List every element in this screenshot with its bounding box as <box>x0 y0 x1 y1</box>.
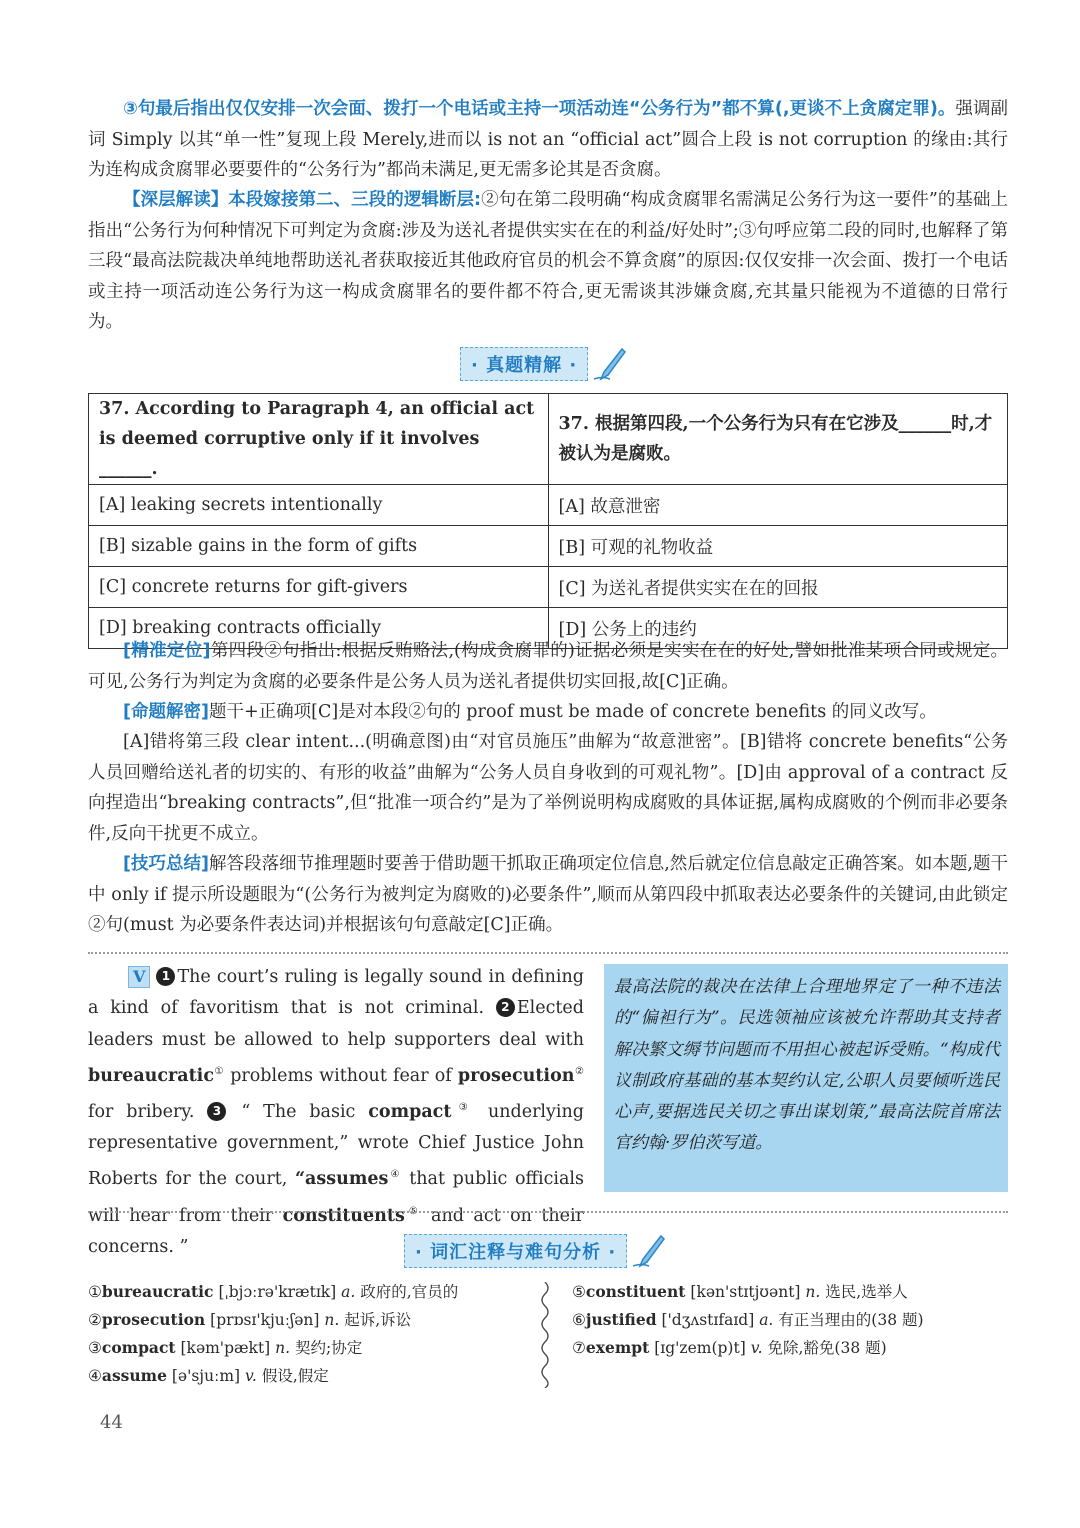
vocab-ipa: ['dʒʌstɪfaɪd] <box>661 1311 755 1329</box>
vocab-word: constituent <box>585 1282 686 1301</box>
wrong-options-text: [A]错将第三段 clear intent...(明确意图)由“对官员施压”曲解为“故意泄密”。[B]错将 concrete benefits“公务人员回赠给送礼者的切实的、有形的收益”曲解为“公务人员自身收到的可观礼物”。[D]由 approval of a contract 反向捏造出“breaking contracts”,但“批准一项合约”是为了举例说明构成腐败的具体证据,属构成腐败的个例而非必要条件,反向干扰更不成立。 <box>88 732 1008 844</box>
divider-bottom <box>88 1211 1008 1213</box>
vocab-word: compact <box>101 1338 176 1357</box>
passage-paragraph-v <box>88 962 584 1263</box>
intro-text: 强调副词 Simply 以其“单一性”复现上段 Merely,进而以 is not an “official act”圆合上段 is not corruption 的缘由:其行为连构成贪腐罪必要要件的“公务行为”都尚未满足,更无需多论其是否贪腐。 <box>88 99 1009 180</box>
option-zh-d: [D] 公务上的违约 <box>548 608 1008 649</box>
vocab-ipa: [ˌbjɔːrə'krætɪk] <box>218 1283 337 1301</box>
vocab-def: 选民,选举人 <box>825 1283 908 1301</box>
paragraph-number-badge: V <box>128 966 150 988</box>
analysis-skill <box>88 849 1008 941</box>
vocab-ipa: [ə'sjuːm] <box>171 1367 241 1385</box>
option-zh-c: [C] 为送礼者提供实实在在的回报 <box>548 567 1008 608</box>
vocab-entry <box>88 1362 458 1390</box>
analysis-locate <box>88 636 1008 697</box>
vocab-entry <box>88 1306 458 1334</box>
vocab-def: 政府的,官员的 <box>360 1283 459 1301</box>
secret-label: [命题解密] <box>123 702 209 722</box>
option-en-a: [A] leaking secrets intentionally <box>89 485 549 526</box>
analysis-secret <box>88 697 1008 728</box>
deep-reading-text: ②句在第二段明确“构成贪腐罪名需满足公务行为这一要件”的基础上指出“公务行为何种情况下可判定为贪腐:涉及为送礼者提供实实在在的利益/好处时”;③句呼应第二段的同时,也解释了第三段“最高法院裁决单纯地帮助送礼者获取接近其他政府官员的机会不算贪腐”的原因:仅仅安排一次会面、拨打一个电话或主持一项活动连公务行为这一构成贪腐罪名的要件都不符合,更无需谈其涉嫌贪腐,充其量只能视为不道德的日常行为。 <box>88 190 1008 332</box>
vocab-num: ③ <box>88 1339 102 1357</box>
vocab-ref-3: ③ <box>451 1102 476 1114</box>
intro-highlight: ③句最后指出仅仅安排一次会面、拨打一个电话或主持一项活动连“公务行为”都不算(,更谈不上贪腐定罪)。 <box>123 99 956 119</box>
vocab-ref-4: ④ <box>388 1169 402 1181</box>
option-en-d: [D] breaking contracts officially <box>89 608 549 649</box>
vocab-num: ⑤ <box>572 1283 586 1301</box>
vocab-def: 有正当理由的(38 题) <box>778 1311 924 1329</box>
option-en-b: [B] sizable gains in the form of gifts <box>89 526 549 567</box>
option-zh-b: [B] 可观的礼物收益 <box>548 526 1008 567</box>
vocab-ref-1: ① <box>213 1065 225 1077</box>
secret-text: 题干+正确项[C]是对本段②句的 proof must be made of concrete benefits 的同义改写。 <box>209 702 937 722</box>
vocab-word-constituents: constituents <box>282 1205 405 1226</box>
badge-vocab-label: · 词汇注释与难句分析 · <box>404 1234 627 1268</box>
vocab-pos: n. <box>275 1339 291 1357</box>
section-badge-answers <box>460 346 628 382</box>
badge-label: · 真题精解 · <box>460 347 588 381</box>
sentence-1: The court’s ruling is legally sound in defining a kind of favoritism that is not criminal. <box>88 967 584 1019</box>
vocab-word: prosecution <box>101 1310 206 1329</box>
vocab-pos: n. <box>324 1311 340 1329</box>
vocab-pos: v. <box>245 1367 257 1385</box>
vocab-num: ② <box>88 1311 102 1329</box>
vocab-def: 免除,豁免(38 题) <box>767 1339 887 1357</box>
vocab-ref-2: ② <box>574 1065 584 1077</box>
skill-label: [技巧总结] <box>123 854 210 874</box>
sentence-3c: that public officials will hear from their <box>88 1169 584 1226</box>
vocab-entry <box>88 1334 458 1362</box>
pen-icon <box>631 1233 667 1269</box>
vocab-pos: a. <box>341 1283 356 1301</box>
vocab-def: 起诉,诉讼 <box>344 1311 412 1329</box>
vocab-word: exempt <box>585 1338 650 1357</box>
vocab-word-compact: compact <box>368 1101 452 1122</box>
page-number: 44 <box>100 1412 123 1433</box>
vocab-num: ⑦ <box>572 1339 586 1357</box>
vocab-word-bureaucratic: bureaucratic <box>88 1065 214 1086</box>
question-stem-en: 37. According to Paragraph 4, an official act is deemed corruptive only if it involves ______. <box>89 394 549 485</box>
vocab-entry <box>572 1334 924 1362</box>
sentence-2c: for bribery. <box>88 1101 195 1122</box>
divider-top <box>88 952 1008 954</box>
vocab-list-left <box>88 1278 458 1390</box>
option-en-c: [C] concrete returns for gift-givers <box>89 567 549 608</box>
sentence-2a: Elected leaders must be allowed to help supporters deal with <box>88 998 584 1050</box>
vocab-ipa: [prɒsɪ'kjuːʃən] <box>210 1311 320 1329</box>
vocab-ipa: [kəm'pækt] <box>180 1339 271 1357</box>
sentence-number-1: 1 <box>156 967 175 986</box>
vocab-list-right <box>572 1278 924 1362</box>
question-stem-zh: 37. 根据第四段,一个公务行为只有在它涉及______时,才被认为是腐败。 <box>548 394 1008 485</box>
vocab-entry <box>88 1278 458 1306</box>
section-badge-vocab <box>404 1233 667 1269</box>
locate-label: [精准定位] <box>123 641 211 661</box>
analysis-wrong-options <box>88 727 1008 849</box>
vocab-word-assumes: “assumes <box>294 1169 389 1190</box>
vocab-num: ⑥ <box>572 1311 586 1329</box>
vocab-word-prosecution: prosecution <box>457 1065 575 1086</box>
sentence-3d: and act on their concerns. ” <box>88 1205 584 1257</box>
vocab-pos: n. <box>805 1283 821 1301</box>
intro-paragraph <box>88 94 1008 186</box>
vocab-def: 假设,假定 <box>261 1367 329 1385</box>
vocab-ref-5: ⑤ <box>404 1205 422 1217</box>
vocab-word: bureaucratic <box>101 1282 214 1301</box>
sentence-number-2: 2 <box>496 998 515 1017</box>
sentence-number-3: 3 <box>207 1102 226 1121</box>
vocab-ipa: [kən'stɪtjʊənt] <box>690 1283 801 1301</box>
option-zh-a: [A] 故意泄密 <box>548 485 1008 526</box>
wavy-divider-icon <box>538 1282 552 1388</box>
vocab-entry <box>572 1306 924 1334</box>
translation-box <box>604 964 1008 1192</box>
vocab-num: ④ <box>88 1367 102 1385</box>
sentence-2b: problems without fear of <box>230 1065 452 1086</box>
vocab-def: 契约;协定 <box>295 1339 363 1357</box>
deep-reading-label: 【深层解读】本段嫁接第二、三段的逻辑断层: <box>123 190 482 210</box>
vocab-num: ① <box>88 1283 102 1301</box>
vocab-pos: a. <box>759 1311 774 1329</box>
deep-reading-paragraph <box>88 185 1008 338</box>
skill-text: 解答段落细节推理题时要善于借助题干抓取正确项定位信息,然后就定位信息敲定正确答案。如本题,题干中 only if 提示所设题眼为“(公务行为被判定为腐败的)必要条件”,顺而从第四段中抓取表达必要条件的关键词,由此锁定②句(must 为必要条件表达词)并根据该句句意敲定[C]正确。 <box>88 854 1009 935</box>
pen-icon <box>592 346 628 382</box>
question-table <box>88 393 1008 649</box>
vocab-entry <box>572 1278 924 1306</box>
vocab-ipa: [ɪg'zem(p)t] <box>654 1339 746 1357</box>
vocab-word: assume <box>101 1366 167 1385</box>
sentence-3a: “ The basic <box>241 1101 356 1122</box>
vocab-pos: v. <box>750 1339 763 1357</box>
locate-text: 第四段②句指出:根据反贿赂法,(构成贪腐罪的)证据必须是实实在在的好处,譬如批准某项合同或规定。可见,公务行为判定为贪腐的必要条件是公务人员为送礼者提供切实回报,故[C]正确。 <box>88 641 1008 692</box>
translation-text: 最高法院的裁决在法律上合理地界定了一种不违法的“偏袒行为”。民选领袖应该被允许帮助其支持者解决繁文缛节问题而不用担心被起诉受贿。“构成代议制政府基础的基本契约认定,公职人员要倾听选民心声,要据选民关切之事出谋划策,”最高法院首席法官约翰·罗伯茨写道。 <box>614 977 1000 1154</box>
vocab-word: justified <box>585 1310 657 1329</box>
sentence-3b: underlying representative government,” wrote Chief Justice John Roberts for the court, <box>88 1101 584 1190</box>
